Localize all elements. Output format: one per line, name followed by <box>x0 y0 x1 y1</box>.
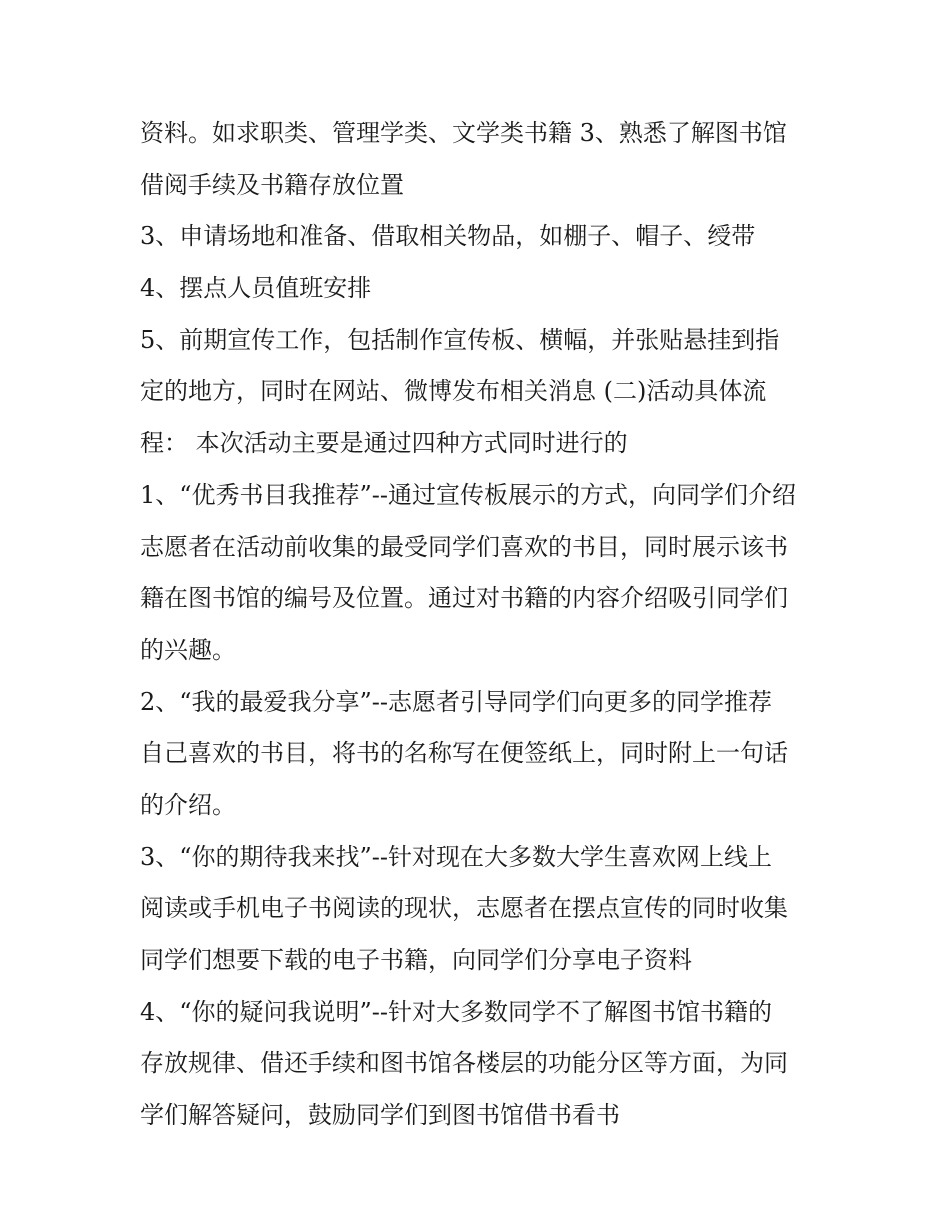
text-line: 4、“你的疑问我说明”--针对大多数同学不了解图书馆书籍的 <box>140 997 773 1026</box>
text-line: 资料。如求职类、管理学类、文学类书籍 3、熟悉了解图书馆 <box>140 119 787 147</box>
text-line: 志愿者在活动前收集的最受同学们喜欢的书目，同时展示该书 <box>140 532 788 561</box>
text-line: 籍在图书馆的编号及位置。通过对书籍的内容介绍吸引同学们 <box>140 584 788 613</box>
text-line: 3、申请场地和准备、借取相关物品，如棚子、帽子、绶带 <box>140 222 756 251</box>
text-line: 5、前期宣传工作，包括制作宣传板、横幅，并张贴悬挂到指 <box>140 325 780 354</box>
text-line: 阅读或手机电子书阅读的现状，志愿者在摆点宣传的同时收集 <box>140 894 788 923</box>
text-line: 同学们想要下载的电子书籍，向同学们分享电子资料 <box>140 946 692 974</box>
document-body <box>140 108 840 1142</box>
text-line: 2、“我的最爱我分享”--志愿者引导同学们向更多的同学推荐 <box>140 687 773 716</box>
text-line: 借阅手续及书籍存放位置 <box>140 170 404 199</box>
text-line: 1、“优秀书目我推荐”--通过宣传板展示的方式，向同学们介绍 <box>140 480 797 509</box>
text-line: 3、“你的期待我来找”--针对现在大多数大学生喜欢网上线上 <box>140 842 773 871</box>
text-line: 4、摆点人员值班安排 <box>140 274 372 303</box>
text-line: 的介绍。 <box>140 790 236 819</box>
text-line: 学们解答疑问，鼓励同学们到图书馆借书看书 <box>140 1101 620 1130</box>
text-line: 存放规律、借还手续和图书馆各楼层的功能分区等方面，为同 <box>140 1049 788 1078</box>
text-line: 自己喜欢的书目，将书的名称写在便签纸上，同时附上一句话 <box>140 739 788 768</box>
text-line: 程： 本次活动主要是通过四种方式同时进行的 <box>140 429 628 458</box>
text-line: 定的地方，同时在网站、微博发布相关消息 (二)活动具体流 <box>140 377 767 406</box>
text-line: 的兴趣。 <box>140 635 236 664</box>
